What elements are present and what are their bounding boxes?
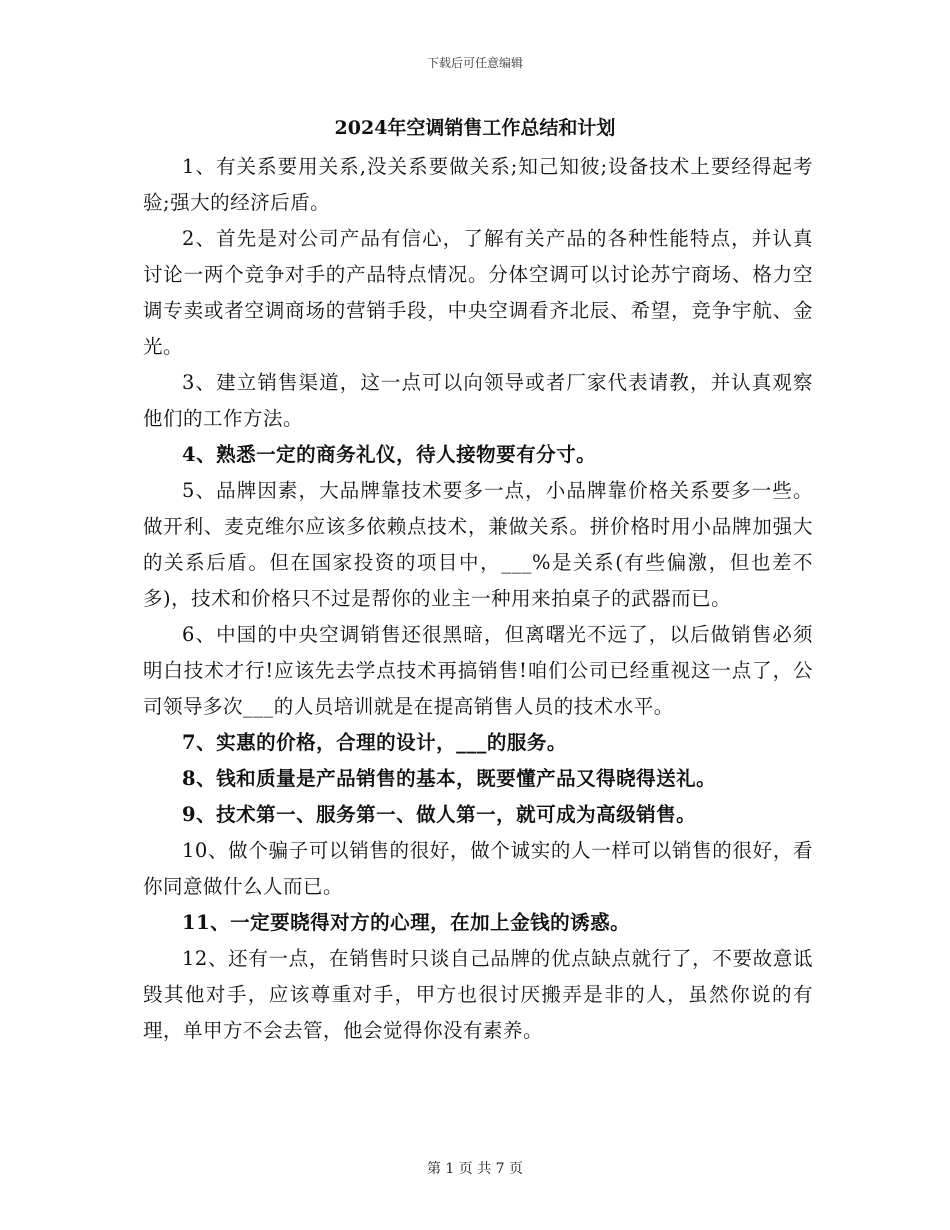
page-number: 第 1 页 共 7 页 [426, 1161, 524, 1177]
paragraph-12: 12、还有一点，在销售时只谈自己品牌的优点缺点就行了，不要故意诋毁其他对手，应该尊重对手，甲方也很讨厌搬弄是非的人，虽然你说的有理，单甲方不会去管，他会觉得你没有素养。 [143, 947, 813, 1042]
paragraph-5: 5、品牌因素，大品牌靠技术要多一点，小品牌靠价格关系要多一些。做开利、麦克维尔应该多依赖点技术，兼做关系。拼价格时用小品牌加强大的关系后盾。但在国家投资的项目中，___%是关系(有些偏激，但也差不多)，技术和价格只不过是帮你的业主一种用来拍桌子的武器而已。 [143, 479, 813, 610]
header-note: 下载后可任意编辑 [426, 56, 523, 70]
document-title: 2024年空调销售工作总结和计划 [334, 117, 616, 139]
paragraph-4: 4、熟悉一定的商务礼仪，待人接物要有分寸。 [182, 443, 597, 466]
document-body [143, 149, 813, 1049]
paragraph-6: 6、中国的中央空调销售还很黑暗，但离曙光不远了，以后做销售必须明白技术才行!应该先去学点技术再搞销售!咱们公司已经重视这一点了，公司领导多次___的人员培训就是在提高销售人员的技术水平。 [143, 623, 813, 718]
paragraph-11: 11、一定要晓得对方的心理，在加上金钱的诱惑。 [182, 911, 631, 934]
paragraph-9: 9、技术第一、服务第一、做人第一，就可成为高级销售。 [182, 803, 697, 826]
paragraph-8: 8、钱和质量是产品销售的基本，既要懂产品又得晓得送礼。 [182, 767, 717, 790]
paragraph-1: 1、有关系要用关系,没关系要做关系;知己知彼;设备技术上要经得起考验;强大的经济后盾。 [143, 155, 813, 214]
paragraph-2: 2、首先是对公司产品有信心，了解有关产品的各种性能特点，并认真讨论一两个竞争对手的产品特点情况。分体空调可以讨论苏宁商场、格力空调专卖或者空调商场的营销手段，中央空调看齐北辰、希望，竞争宇航、金光。 [143, 227, 813, 358]
paragraph-3: 3、建立销售渠道，这一点可以向领导或者厂家代表请教，并认真观察他们的工作方法。 [143, 371, 813, 430]
paragraph-7: 7、实惠的价格，合理的设计，___的服务。 [182, 731, 567, 754]
paragraph-10: 10、做个骗子可以销售的很好，做个诚实的人一样可以销售的很好，看你同意做什么人而已。 [143, 839, 813, 898]
